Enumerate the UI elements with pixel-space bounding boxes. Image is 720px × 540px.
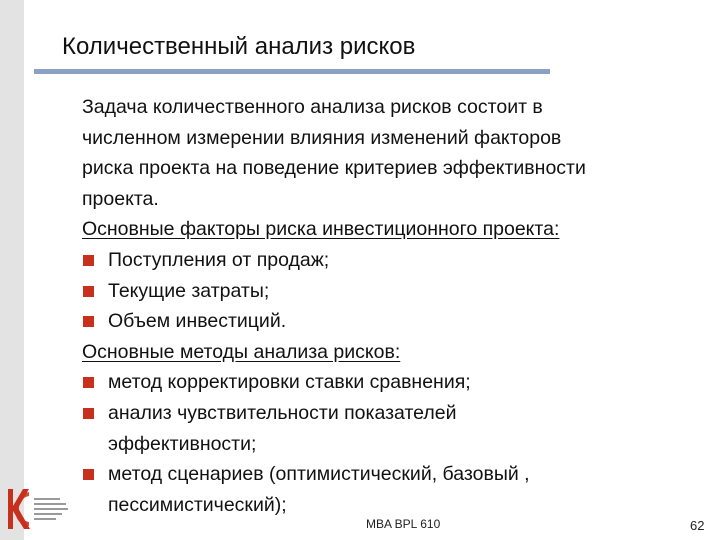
method-item [82, 398, 702, 429]
title-area [34, 0, 550, 80]
bullet-square-icon [83, 469, 94, 480]
bullet-square-icon [83, 316, 94, 327]
method-item-text: пессимистический); [108, 493, 287, 516]
factor-item [82, 276, 702, 307]
page-number: 62 [690, 518, 705, 533]
footer-course-code: MBA BPL 610 [366, 517, 441, 531]
slide-title: Количественный анализ рисков [62, 33, 416, 60]
method-item-text: эффективности; [108, 432, 257, 455]
intro-line: Задача количественного анализа рисков состоит в [82, 96, 543, 118]
bullet-square-icon [83, 408, 94, 419]
factor-item-text: Поступления от продаж; [108, 248, 330, 271]
factor-item-text: Объем инвестиций. [108, 310, 287, 333]
title-underline [34, 69, 550, 74]
intro-line: численном измерении влияния изменений факторов [82, 126, 562, 149]
bullet-square-icon [83, 255, 94, 266]
methods-heading: Основные методы анализа рисков: [82, 340, 401, 363]
intro-line: риска проекта на поведение критериев эффективности [82, 157, 586, 180]
method-item-text: метод корректировки ставки сравнения; [108, 371, 471, 394]
intro-line: проекта. [82, 187, 159, 210]
bullet-square-icon [83, 286, 94, 297]
left-side-bar [0, 0, 24, 540]
method-item-text: метод сценариев (оптимистический, базовый , [108, 463, 530, 486]
method-item [82, 367, 702, 398]
method-item-continuation [82, 490, 702, 521]
factor-item [82, 306, 702, 337]
method-item-text: анализ чувствительности показателей [108, 401, 457, 424]
bullet-square-icon [83, 377, 94, 388]
method-item [82, 459, 702, 490]
institute-logo-icon [2, 484, 72, 534]
method-item-continuation [82, 429, 702, 460]
factors-heading: Основные факторы риска инвестиционного проекта: [82, 218, 560, 241]
factor-item [82, 245, 702, 276]
factor-item-text: Текущие затраты; [108, 279, 270, 302]
slide-body [82, 92, 702, 520]
